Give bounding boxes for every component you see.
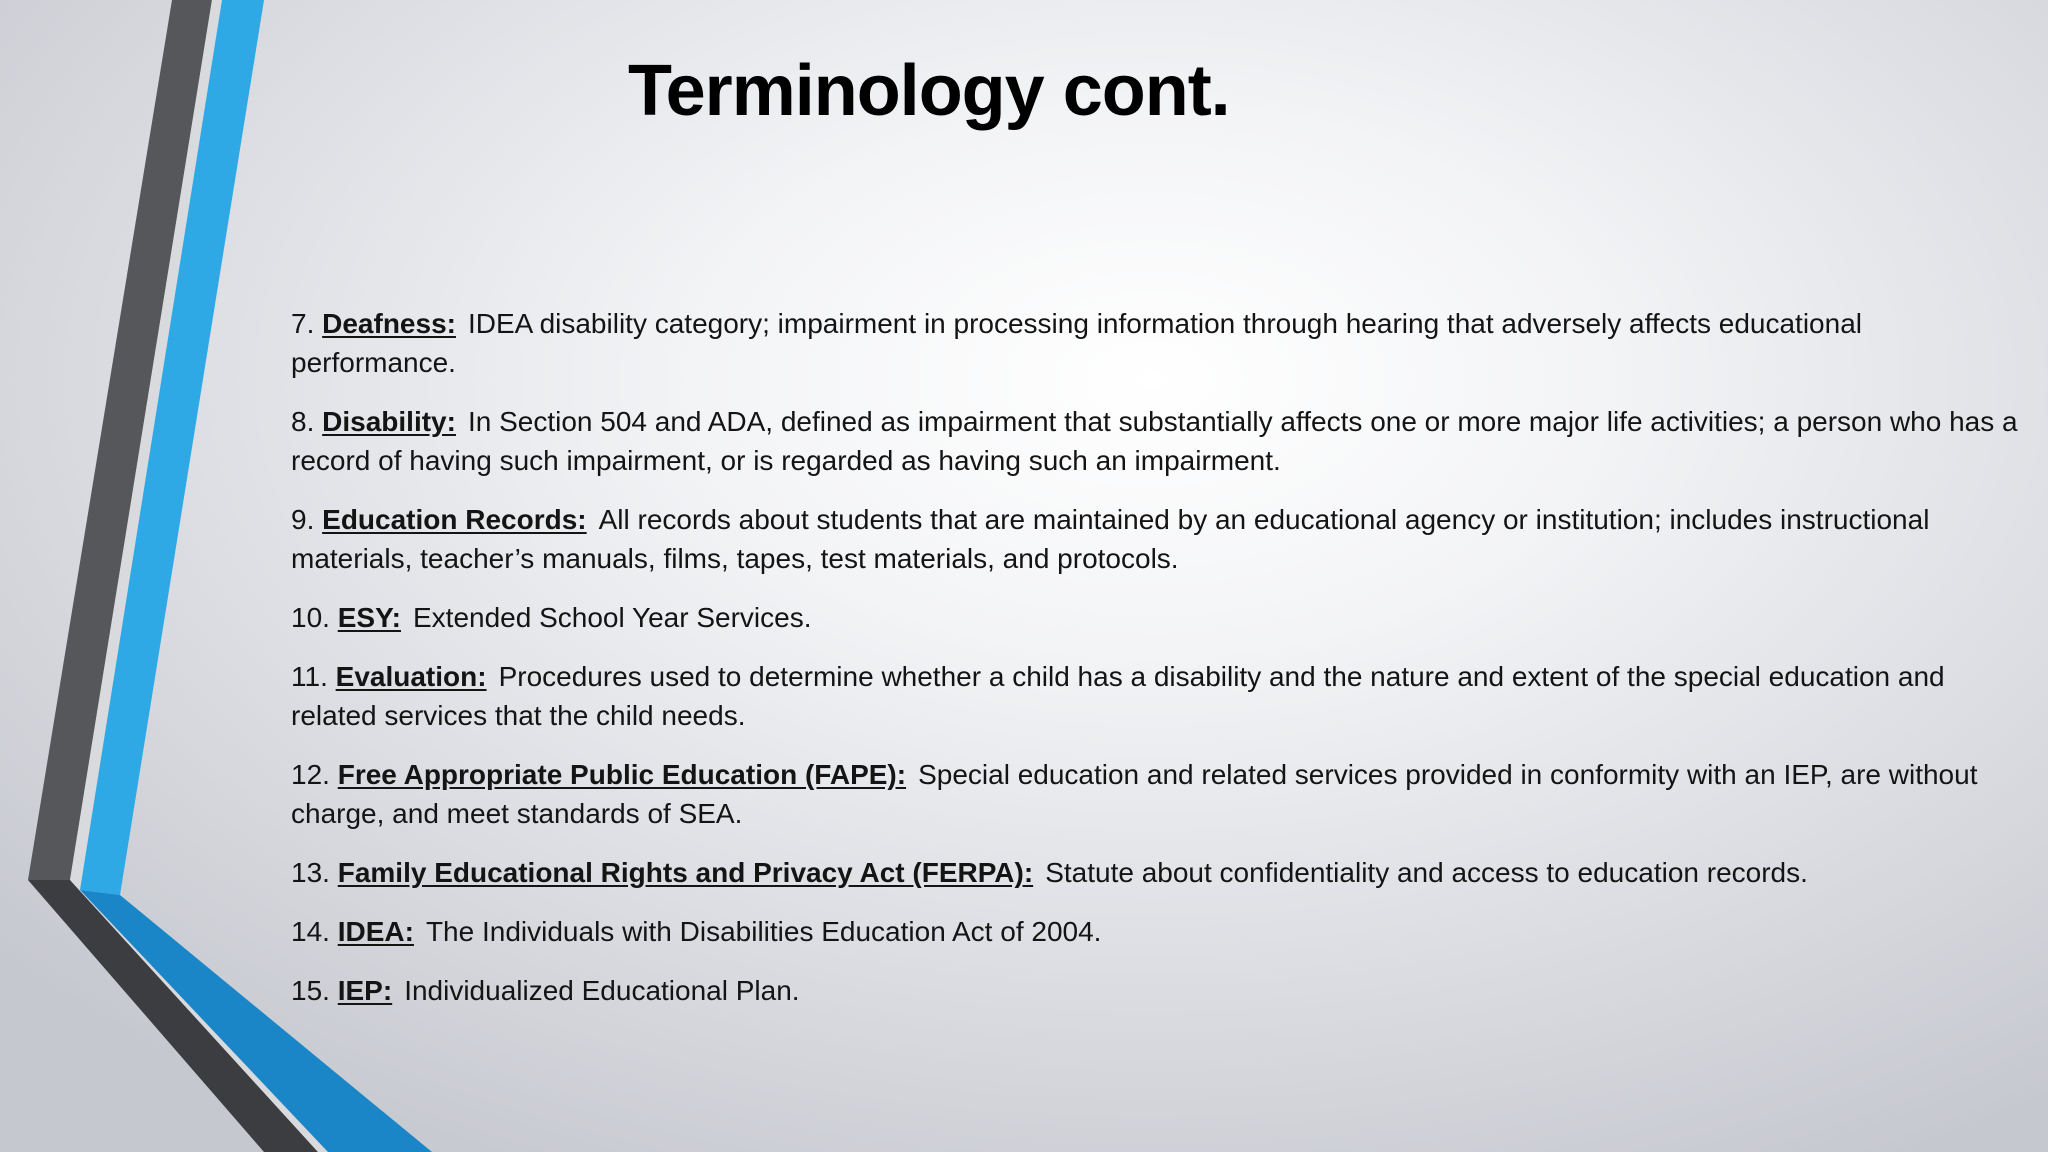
term-item [291, 755, 2031, 833]
term-definition: The Individuals with Disabilities Education Act of 2004. [425, 916, 1102, 947]
term-name: Deafness: [322, 308, 456, 339]
term-item [291, 912, 2031, 951]
term-definition: Statute about confidentiality and access to education records. [1045, 857, 1808, 888]
term-number: 11. [291, 661, 328, 692]
light-stripe-upper [70, 0, 222, 890]
term-definition: Special education and related services provided in conformity with an IEP, are without charge, and meet standards of SEA. [291, 759, 1978, 829]
term-name: IDEA: [337, 916, 414, 947]
term-definition: Procedures used to determine whether a child has a disability and the nature and extent of the special education and related services that the child needs. [291, 661, 1945, 731]
terminology-list [291, 304, 2031, 1030]
term-name: Disability: [322, 406, 456, 437]
slide-title: Terminology cont. [628, 51, 1230, 131]
term-item [291, 657, 2031, 735]
term-name: ESY: [337, 602, 401, 633]
term-definition: In Section 504 and ADA, defined as impairment that substantially affects one or more major life activities; a person who has a record of having such impairment, or is regarded as having such an impairment. [291, 406, 2018, 476]
term-number: 7. [291, 308, 315, 339]
term-item [291, 304, 2031, 382]
term-definition: IDEA disability category; impairment in processing information through hearing that adversely affects educational performance. [291, 308, 1862, 378]
term-definition: Extended School Year Services. [413, 602, 812, 633]
term-item [291, 402, 2031, 480]
term-number: 8. [291, 406, 315, 437]
term-number: 15. [291, 975, 330, 1006]
term-name: Evaluation: [335, 661, 487, 692]
term-number: 10. [291, 602, 330, 633]
term-number: 13. [291, 857, 330, 888]
term-name: Free Appropriate Public Education (FAPE): [337, 759, 907, 790]
term-item [291, 500, 2031, 578]
term-name: Family Educational Rights and Privacy Act (FERPA): [337, 857, 1034, 888]
term-number: 12. [291, 759, 330, 790]
term-definition: Individualized Educational Plan. [404, 975, 800, 1006]
term-number: 14. [291, 916, 330, 947]
dark-stripe-lower [28, 880, 318, 1152]
light-stripe-lower [70, 880, 328, 1152]
term-item [291, 971, 2031, 1010]
term-name: Education Records: [322, 504, 587, 535]
term-item [291, 853, 2031, 892]
term-number: 9. [291, 504, 315, 535]
term-name: IEP: [337, 975, 393, 1006]
term-item [291, 598, 2031, 637]
term-definition: All records about students that are maintained by an educational agency or institution; includes instructional materials, teacher’s manuals, films, tapes, test materials, and protocols. [291, 504, 1930, 574]
